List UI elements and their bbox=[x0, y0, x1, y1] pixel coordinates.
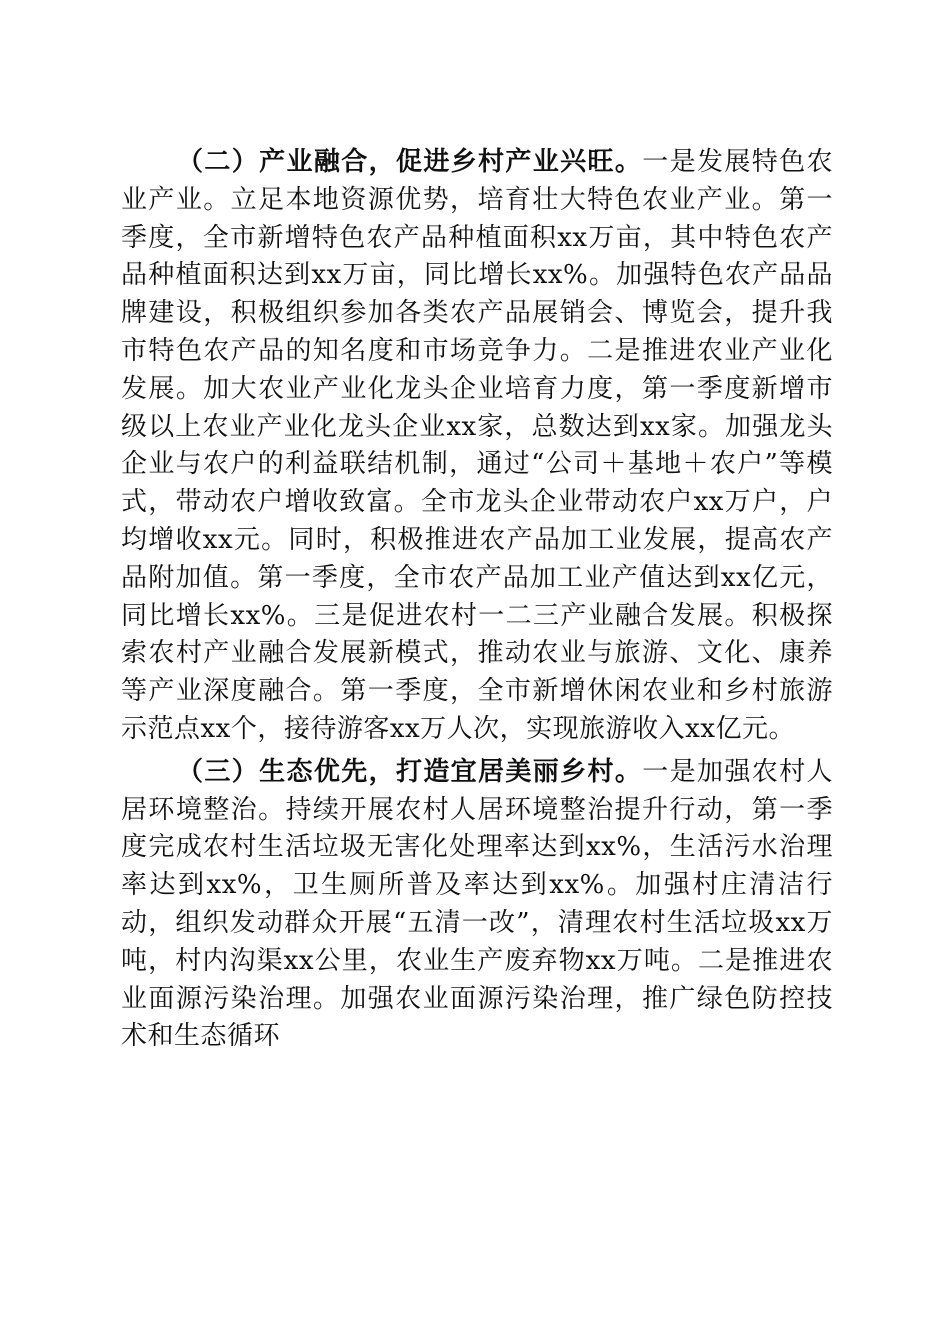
paragraph-ecology-priority bbox=[121, 754, 833, 1056]
section-heading: （二）产业融合，促进乡村产业兴旺。 bbox=[177, 147, 643, 177]
section-body: 一是加强农村人居环境整治。持续开展农村人居环境整治提升行动，第一季度完成农村生活垃圾无害化处理率达到xx%，生活污水治理率达到xx%，卫生厕所普及率达到xx%。加强村庄清洁行动，组织发动群众开展“五清一改”，清理农村生活垃圾xx万吨，村内沟渠xx公里，农业生产废弃物xx万吨。二是推进农业面源污染治理。加强农业面源污染治理，推广绿色防控技术和生态循环 bbox=[121, 756, 833, 1052]
paragraph-industry-integration bbox=[121, 144, 833, 749]
document-page bbox=[121, 144, 833, 1061]
section-heading: （三）生态优先，打造宜居美丽乡村。 bbox=[177, 756, 643, 787]
section-body: 一是发展特色农业产业。立足本地资源优势，培育壮大特色农业产业。第一季度，全市新增特色农产品种植面积xx万亩，其中特色农产品种植面积达到xx万亩，同比增长xx%。加强特色农产品品牌建设，积极组织参加各类农产品展销会、博览会，提升我市特色农产品的知名度和市场竞争力。二是推进农业产业化发展。加大农业产业化龙头企业培育力度，第一季度新增市级以上农业产业化龙头企业xx家，总数达到xx家。加强龙头企业与农户的利益联结机制，通过“公司＋基地＋农户”等模式，带动农户增收致富。全市龙头企业带动农户xx万户，户均增收xx元。同时，积极推进农产品加工业发展，提高农产品附加值。第一季度，全市农产品加工业产值达到xx亿元，同比增长xx%。三是促进农村一二三产业融合发展。积极探索农村产业融合发展新模式，推动农业与旅游、文化、康养等产业深度融合。第一季度，全市新增休闲农业和乡村旅游示范点xx个，接待游客xx万人次，实现旅游收入xx亿元。 bbox=[121, 147, 833, 744]
